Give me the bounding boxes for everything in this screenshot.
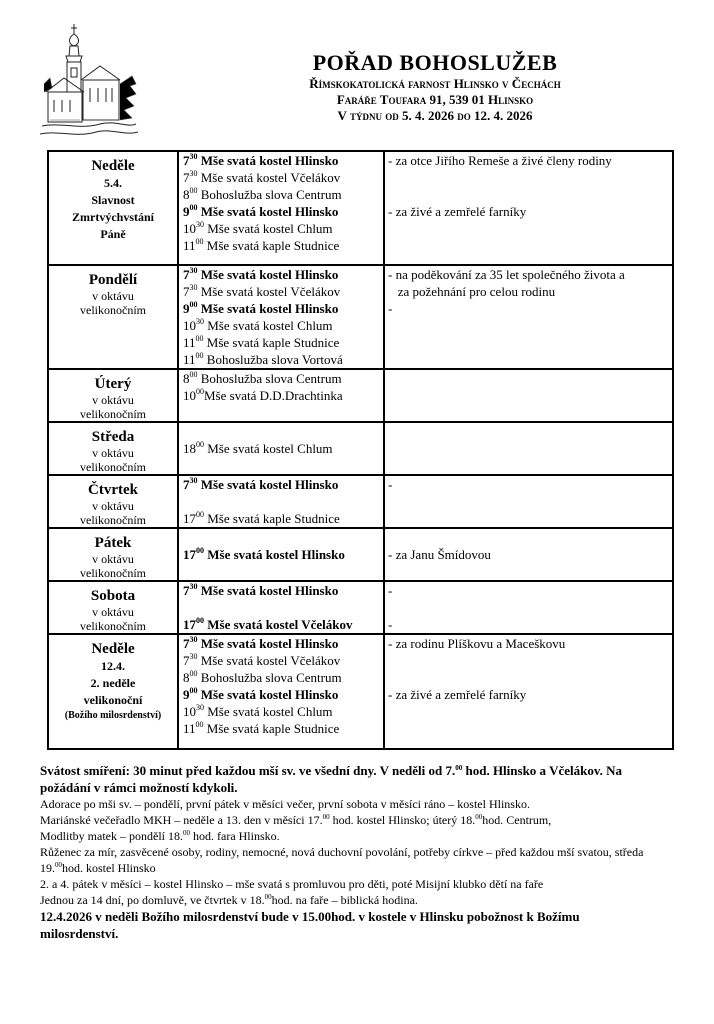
mass-hour: 18	[183, 441, 196, 456]
intention-line	[388, 237, 672, 254]
day-row	[48, 369, 673, 422]
intention-line	[388, 334, 672, 351]
intention-line	[388, 599, 672, 616]
mass-description: Bohoslužba slova Centrum	[200, 371, 342, 386]
day-octave-line: velikonočním	[80, 303, 146, 317]
day-name: Čtvrtek	[88, 482, 138, 498]
intentions-cell	[384, 422, 673, 475]
mass-minutes: 00	[196, 440, 204, 449]
intention-line: - za otce Jiřího Remeše a živé členy rodiny	[388, 153, 612, 168]
mass-description: Mše svatá kostel Hlinsko	[200, 153, 339, 168]
day-row	[48, 528, 673, 581]
mass-minutes: 00	[189, 370, 198, 379]
page-title: POŘAD BOHOSLUŽEB	[312, 50, 558, 75]
day-octave-line: v oktávu	[92, 499, 134, 513]
mass-times-cell	[178, 475, 384, 528]
day-feast-line: 12.4.	[101, 659, 125, 673]
day-octave-line: v oktávu	[92, 605, 134, 619]
mass-entry	[183, 266, 383, 283]
mass-minutes: 00	[195, 720, 204, 729]
mass-hour: 10	[183, 388, 196, 403]
mass-description: Mše svatá kostel Hlinsko	[200, 301, 339, 316]
mass-hour: 7	[183, 583, 190, 598]
mass-minutes: 30	[196, 220, 204, 229]
day-feast-line: Zmrtvýchvstání	[72, 210, 154, 224]
mass-description: Mše svatá kostel Hlinsko	[207, 547, 345, 562]
spacer	[183, 529, 383, 546]
mass-entry	[183, 476, 383, 493]
mass-entry	[183, 220, 383, 237]
mass-hour: 7	[183, 267, 190, 282]
mass-description: Mše svatá kostel Hlinsko	[200, 204, 339, 219]
intention-line: -	[388, 617, 393, 632]
intention-line: - za živé a zemřelé farníky	[388, 204, 527, 219]
rosary-note: Růženec za mír, zasvěcené osoby, rodiny, nemocné, nová duchovní povolání, potřeby církve – před každou mší svatou, středa 19.00hod. kostel Hlinsko	[40, 845, 644, 875]
mass-description: Mše svatá D.D.Drachtinka	[204, 388, 343, 403]
day-cell	[48, 581, 178, 634]
day-cell	[48, 422, 178, 475]
children-mass-note: 2. a 4. pátek v měsíci – kostel Hlinsko – mše svatá s promluvou pro děti, poté Misijní klubko dětí na faře	[40, 877, 544, 891]
mass-hour: 9	[183, 204, 190, 219]
mass-entry	[183, 370, 383, 387]
day-feast-line: velikonoční	[83, 693, 143, 707]
divine-mercy-note: 12.4.2026 v neděli Božího milosrdenství bude v 15.00hod. v kostele v Hlinsku pobožnost k Božímu milosrdenství.	[40, 909, 580, 941]
day-octave-line: velikonočním	[80, 513, 146, 527]
mass-hour: 7	[183, 636, 190, 651]
mass-entry	[183, 300, 383, 317]
week-range: V týdnu od 5. 4. 2026 do 12. 4. 2026	[337, 108, 533, 123]
day-feast-line: 5.4.	[104, 176, 122, 190]
intentions-cell	[384, 581, 673, 634]
intention-line	[388, 669, 672, 686]
day-cell	[48, 475, 178, 528]
mass-minutes: 00	[189, 300, 198, 309]
mass-minutes: 30	[189, 635, 198, 644]
day-cell	[48, 528, 178, 581]
intentions-cell	[384, 369, 673, 422]
mass-description: Mše svatá kostel Včelákov	[200, 284, 341, 299]
intention-line: - na poděkování za 35 let společného života a	[388, 267, 625, 282]
mass-hour: 7	[183, 284, 190, 299]
mass-times-cell	[178, 634, 384, 749]
day-octave-line: velikonočním	[80, 566, 146, 580]
mass-minutes: 30	[189, 476, 198, 485]
day-name: Pátek	[94, 535, 132, 551]
mass-description: Mše svatá kaple Studnice	[207, 511, 340, 526]
mass-description: Mše svatá kostel Chlum	[207, 441, 333, 456]
mass-minutes: 00	[195, 351, 204, 360]
mass-minutes: 00	[189, 203, 198, 212]
mass-hour: 11	[183, 721, 196, 736]
mass-hour: 7	[183, 170, 190, 185]
intention-line	[388, 220, 672, 237]
mass-hour: 8	[183, 187, 190, 202]
mass-minutes: 00	[196, 546, 204, 555]
intention-line: - za živé a zemřelé farníky	[388, 687, 527, 702]
adoration-note: Adorace po mši sv. – pondělí, první pátek v měsíci večer, první sobota v měsíci ráno – kostel Hlinsko.	[40, 797, 530, 811]
intention-line	[388, 186, 672, 203]
confession-note: Svátost smíření: 30 minut před každou mší sv. ve všední dny. V neděli od 7.00 hod. Hlinsko a Včelákov. Na požádání v rámci možností kdykoli.	[40, 763, 623, 795]
intention-line	[388, 652, 672, 669]
mothers-prayer-note: Modlitby matek – pondělí 18.00 hod. fara Hlinsko.	[40, 829, 280, 843]
day-cell	[48, 265, 178, 369]
mass-times-cell	[178, 151, 384, 265]
mass-entry	[183, 703, 383, 720]
day-feast-line: 2. neděle	[90, 676, 136, 690]
church-logo-image	[40, 22, 138, 142]
mass-minutes: 30	[189, 169, 198, 178]
mass-minutes: 00	[196, 616, 204, 625]
mass-hour: 17	[183, 511, 196, 526]
day-octave-line: v oktávu	[92, 446, 134, 460]
day-name: Středa	[91, 429, 135, 445]
mass-description: Mše svatá kostel Chlum	[207, 221, 333, 236]
intention-line	[388, 720, 672, 737]
mass-hour: 11	[183, 335, 196, 350]
mass-description: Mše svatá kostel Hlinsko	[200, 583, 339, 598]
bible-hour-note: Jednou za 14 dní, po domluvě, ve čtvrtek v 18.00hod. na faře – biblická hodina.	[40, 893, 418, 907]
mass-hour: 11	[183, 352, 196, 367]
day-octave-line: v oktávu	[92, 552, 134, 566]
page-header	[232, 50, 638, 124]
day-octave-line: v oktávu	[92, 289, 134, 303]
mass-hour: 7	[183, 153, 190, 168]
mass-minutes: 30	[189, 652, 198, 661]
mass-entry	[183, 440, 383, 457]
mass-entry	[183, 387, 383, 404]
mass-description: Mše svatá kaple Studnice	[206, 335, 340, 350]
mass-minutes: 30	[196, 317, 204, 326]
intentions-cell	[384, 151, 673, 265]
intention-line	[388, 529, 672, 546]
day-feast-line: Páně	[100, 227, 126, 241]
mass-hour: 17	[183, 547, 196, 562]
intention-line	[388, 703, 672, 720]
mass-description: Mše svatá kostel Hlinsko	[200, 477, 339, 492]
intention-line: -	[388, 583, 393, 598]
day-cell	[48, 369, 178, 422]
mass-hour: 8	[183, 670, 190, 685]
mass-description: Mše svatá kostel Včelákov	[200, 653, 341, 668]
intention-line: -	[388, 301, 393, 316]
mass-entry	[183, 169, 383, 186]
day-feast-subtitle: (Božího milosrdenství)	[64, 710, 162, 721]
mass-hour: 7	[183, 653, 190, 668]
day-feast-line: Slavnost	[91, 193, 135, 207]
mass-hour: 8	[183, 371, 190, 386]
mass-minutes: 30	[196, 703, 204, 712]
intention-line	[388, 169, 672, 186]
intention-line: za požehnání pro celou rodinu	[388, 284, 556, 299]
mass-minutes: 30	[189, 152, 198, 161]
mass-minutes: 30	[189, 266, 198, 275]
mass-entry	[183, 203, 383, 220]
mass-description: Mše svatá kostel Hlinsko	[200, 687, 339, 702]
mass-hour: 9	[183, 301, 190, 316]
day-octave-line: velikonočním	[80, 407, 146, 421]
spacer	[183, 599, 383, 616]
intention-line	[388, 317, 672, 334]
cenacle-note: Mariánské večeřadlo MKH – neděle a 13. den v měsíci 17.00 hod. kostel Hlinsko; úterý 18.00hod. Centrum,	[40, 813, 552, 827]
mass-minutes: 00	[189, 186, 198, 195]
mass-hour: 10	[183, 704, 196, 719]
parish-address: Faráře Toufara 91, 539 01 Hlinsko	[336, 92, 534, 107]
mass-times-cell	[178, 581, 384, 634]
mass-times-cell	[178, 265, 384, 369]
mass-description: Mše svatá kostel Chlum	[207, 704, 333, 719]
mass-hour: 17	[183, 617, 196, 632]
mass-description: Mše svatá kostel Hlinsko	[200, 636, 339, 651]
mass-entry	[183, 582, 383, 599]
day-name: Pondělí	[88, 272, 138, 288]
day-octave-line: v oktávu	[92, 393, 134, 407]
day-name: Sobota	[90, 588, 136, 604]
day-row	[48, 634, 673, 749]
day-row	[48, 151, 673, 265]
mass-minutes: 00	[189, 686, 198, 695]
mass-description: Mše svatá kaple Studnice	[206, 238, 340, 253]
mass-minutes: 00	[196, 510, 204, 519]
mass-entry	[183, 546, 383, 563]
mass-hour: 7	[183, 477, 190, 492]
mass-entry	[183, 686, 383, 703]
mass-description: Mše svatá kostel Hlinsko	[200, 267, 339, 282]
mass-description: Mše svatá kostel Včelákov	[200, 170, 341, 185]
mass-entry	[183, 635, 383, 652]
spacer	[183, 423, 383, 440]
mass-entry	[183, 652, 383, 669]
intentions-cell	[384, 265, 673, 369]
intention-line: - za rodinu Plíškovu a Maceškovu	[388, 636, 566, 651]
day-name: Neděle	[91, 158, 135, 174]
mass-entry	[183, 510, 383, 527]
spacer	[183, 493, 383, 510]
day-octave-line: velikonočním	[80, 460, 146, 474]
mass-entry	[183, 334, 383, 351]
mass-entry	[183, 237, 383, 254]
mass-entry	[183, 616, 383, 633]
mass-description: Bohoslužba slova Centrum	[200, 187, 342, 202]
notes-section	[40, 762, 660, 942]
mass-entry	[183, 152, 383, 169]
mass-hour: 11	[183, 238, 196, 253]
mass-hour: 10	[183, 318, 196, 333]
mass-description: Bohoslužba slova Vortová	[206, 352, 343, 367]
mass-entry	[183, 317, 383, 334]
day-octave-line: velikonočním	[80, 619, 146, 633]
intentions-cell	[384, 475, 673, 528]
mass-hour: 9	[183, 687, 190, 702]
intention-line: - za Janu Šmídovou	[388, 547, 491, 562]
day-name: Úterý	[94, 376, 132, 392]
mass-description: Mše svatá kaple Studnice	[206, 721, 340, 736]
mass-description: Mše svatá kostel Včelákov	[207, 617, 353, 632]
mass-entry	[183, 186, 383, 203]
intentions-cell	[384, 634, 673, 749]
day-cell	[48, 151, 178, 265]
day-name: Neděle	[91, 641, 135, 657]
mass-hour: 10	[183, 221, 196, 236]
mass-entry	[183, 669, 383, 686]
day-row	[48, 265, 673, 369]
mass-minutes: 30	[189, 582, 198, 591]
day-cell	[48, 634, 178, 749]
mass-minutes: 00	[196, 387, 204, 396]
intention-line: -	[388, 477, 393, 492]
intentions-cell	[384, 528, 673, 581]
mass-description: Mše svatá kostel Chlum	[207, 318, 333, 333]
intention-line	[388, 351, 672, 368]
mass-minutes: 30	[189, 283, 198, 292]
mass-description: Bohoslužba slova Centrum	[200, 670, 342, 685]
mass-times-cell	[178, 528, 384, 581]
day-row	[48, 581, 673, 634]
mass-times-cell	[178, 369, 384, 422]
mass-entry	[183, 720, 383, 737]
day-row	[48, 422, 673, 475]
day-row	[48, 475, 673, 528]
mass-entry	[183, 283, 383, 300]
schedule-table	[47, 150, 674, 750]
mass-minutes: 00	[189, 669, 198, 678]
mass-minutes: 00	[195, 237, 204, 246]
mass-minutes: 00	[195, 334, 204, 343]
mass-entry	[183, 351, 383, 368]
parish-name: Římskokatolická farnost Hlinsko v Čechách	[309, 76, 561, 91]
mass-times-cell	[178, 422, 384, 475]
